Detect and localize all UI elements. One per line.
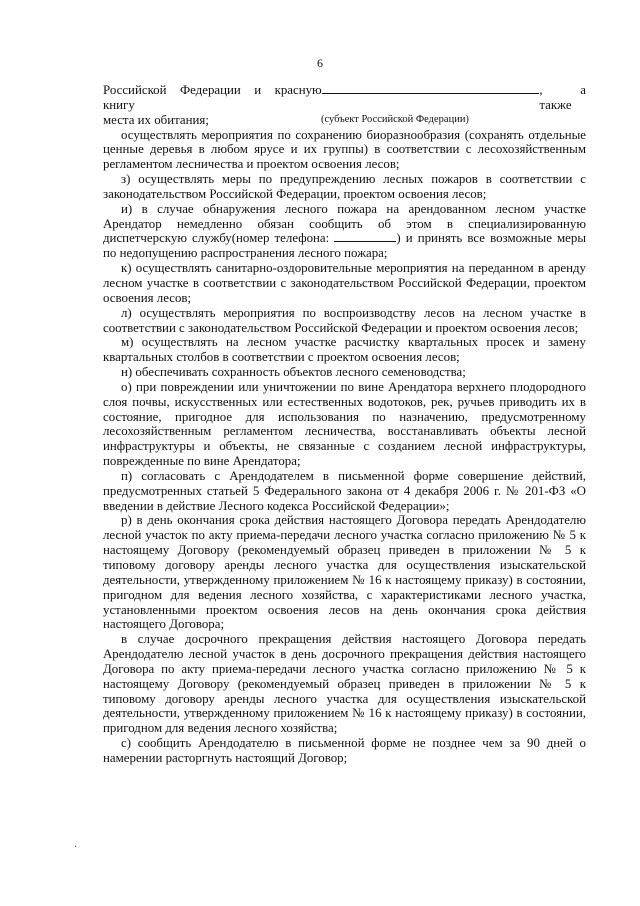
paragraph-i bbox=[103, 202, 586, 261]
paragraph-m: м) осуществлять на лесном участке расчистку квартальных просек и замену квартальных столбов в соответствии с проектом освоения лесов; bbox=[103, 335, 586, 365]
document-body bbox=[103, 82, 586, 766]
page-number: 6 bbox=[317, 56, 323, 70]
paragraph-i-start: и) в случае обнаружения лесного пожара на арендованном лесном участке Арендатор немедленно обязан сообщить об этом в специализированную диспетчерскую службу(номер телефона: bbox=[103, 201, 586, 246]
subject-blank bbox=[322, 82, 540, 94]
paragraph-o: о) при повреждении или уничтожении по вине Арендатора верхнего плодородного слоя почвы, искусственных или естественных водотоков, рек, ручьев приводить их в состояние, пригодное для использования по назначению, предусмотренному лесохозяйственным регламентом лесничества, восстанавливать объекты лесной инфраструктуры и объекты, не связанные с созданием лесной инфраструктуры, поврежденные по вине Арендатора; bbox=[103, 379, 586, 469]
paragraph-k: к) осуществлять санитарно-оздоровительные мероприятия на переданном в аренду лесном участке в соответствии с законодательством Российской Федерации, проектом освоения лесов; bbox=[103, 261, 586, 305]
footer-mark: · bbox=[74, 842, 78, 853]
header-line bbox=[103, 82, 586, 113]
paragraph-biodiversity: осуществлять мероприятия по сохранению биоразнообразия (сохранять отдельные ценные деревья в любом ярусе и их группы) в соответствии с лесохозяйственным регламентом лесничества и проектом освоения лесов; bbox=[103, 127, 586, 172]
header-line-left: Российской Федерации и красную книгу bbox=[103, 83, 322, 112]
paragraph-early-termination: в случае досрочного прекращения действия настоящего Договора передать Арендодателю лесной участок в день досрочного прекращения действия настоящего Договора по акту приема-передачи лесного участка согласно приложению № 5 к настоящему Договору (рекомендуемый образец приведен в приложении № 5 к типовому договору аренды лесного участка для осуществления изыскательской деятельности, утвержденному приложением № 16 к настоящему приказу) в состоянии, пригодном для ведения лесного хозяйства; bbox=[103, 632, 586, 736]
paragraph-s: с) сообщить Арендодателю в письменной форме не позднее чем за 90 дней о намерении расторгнуть настоящий Договор; bbox=[103, 736, 586, 765]
header-second-line bbox=[103, 113, 586, 128]
phone-blank bbox=[334, 231, 396, 242]
paragraph-r: р) в день окончания срока действия настоящего Договора передать Арендодателю лесной участок по акту приема-передачи лесного участка согласно приложению № 5 к настоящему Договору (рекомендуемый образец приведен в приложении № 5 к типовому договору аренды лесного участка для осуществления изыскательской деятельности, утвержденному приложением № 16 к настоящему приказу) в состоянии, пригодном для ведения лесного хозяйства, с характеристиками лесного участка, установленными проектом освоения лесов на день окончания срока действия настоящего Договора; bbox=[103, 513, 586, 632]
paragraph-n: н) обеспечивать сохранность объектов лесного семеноводства; bbox=[121, 365, 466, 380]
header-line-right: , а также bbox=[539, 83, 586, 112]
paragraph-i-end: ) и принять все возможные меры по недопущению распространения лесного пожара; bbox=[103, 231, 586, 261]
paragraph-z: з) осуществлять меры по предупреждению лесных пожаров в соответствии с законодательством Российской Федерации, проектом освоения лесов; bbox=[103, 172, 586, 201]
paragraph-l: л) осуществлять мероприятия по воспроизводству лесов на лесном участке в соответствии с законодательством Российской Федерации и проектом освоения лесов; bbox=[103, 305, 586, 335]
paragraph-p: п) согласовать с Арендодателем в письменной форме совершение действий, предусмотренных статьей 5 Федерального закона от 4 декабря 2006 г. № 201-ФЗ «О введении в действие Лесного кодекса Российской Федерации»; bbox=[103, 468, 586, 513]
habitat-text: места их обитания; bbox=[103, 112, 209, 127]
subject-caption: (субъект Российской Федерации) bbox=[321, 113, 469, 125]
